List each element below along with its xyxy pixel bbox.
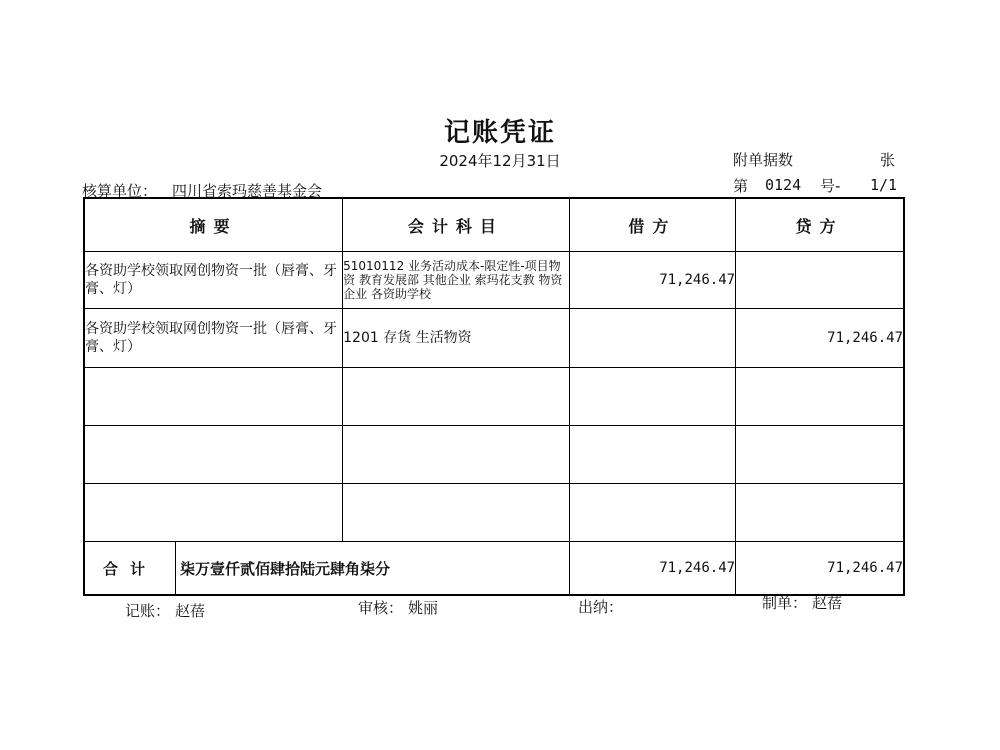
total-amount-words: 柒万壹仟贰佰肆拾陆元肆角柒分 [180, 559, 391, 578]
table-row [84, 252, 904, 309]
empty-row [84, 368, 904, 426]
voucher-table [83, 197, 905, 596]
total-debit: 71,246.47 [569, 542, 735, 596]
row-summary: 各资助学校领取网创物资一批（唇膏、牙膏、灯） [84, 252, 343, 309]
total-credit: 71,246.47 [736, 542, 904, 596]
header-summary: 摘要 [84, 198, 343, 252]
voucher-date: 2024年12月31日 [439, 152, 561, 170]
header-account: 会计科目 [343, 198, 570, 252]
voucher-no-suffix: 号- [820, 177, 841, 195]
table-row [84, 309, 904, 368]
voucher-number: 0124 [765, 176, 802, 194]
attachments-unit: 张 [880, 151, 896, 169]
row-debit [569, 309, 735, 368]
voucher-no-prefix: 第 [733, 177, 749, 195]
auditor-label: 审核： [358, 599, 404, 617]
table-header-row [84, 198, 904, 252]
total-cell [84, 542, 569, 596]
auditor-name: 姚丽 [408, 599, 439, 617]
attachments-label: 附单据数 [733, 151, 794, 169]
cashier-label: 出纳： [578, 598, 624, 616]
unit-label: 核算单位： [82, 182, 158, 200]
empty-row [84, 426, 904, 484]
row-account: 51010112 业务活动成本-限定性-项目物资 教育发展部 其他企业 索玛花支教 物资 企业 各资助学校 [343, 252, 570, 309]
preparer-label: 制单： [762, 594, 808, 612]
empty-row [84, 484, 904, 542]
header-credit: 贷方 [736, 198, 904, 252]
unit-name: 四川省索玛慈善基金会 [172, 182, 323, 200]
row-credit [736, 252, 904, 309]
total-label: 合计 [85, 542, 176, 594]
header-debit: 借方 [569, 198, 735, 252]
bookkeeper-name: 赵蓓 [175, 602, 206, 620]
total-row [84, 542, 904, 596]
voucher-page: 1/1 [870, 176, 898, 194]
row-account: 1201 存货 生活物资 [343, 309, 570, 368]
row-credit: 71,246.47 [736, 309, 904, 368]
voucher-title: 记账凭证 [443, 118, 556, 148]
row-summary: 各资助学校领取网创物资一批（唇膏、牙膏、灯） [84, 309, 343, 368]
row-debit: 71,246.47 [569, 252, 735, 309]
preparer-name: 赵蓓 [812, 594, 843, 612]
bookkeeper-label: 记账： [125, 602, 171, 620]
